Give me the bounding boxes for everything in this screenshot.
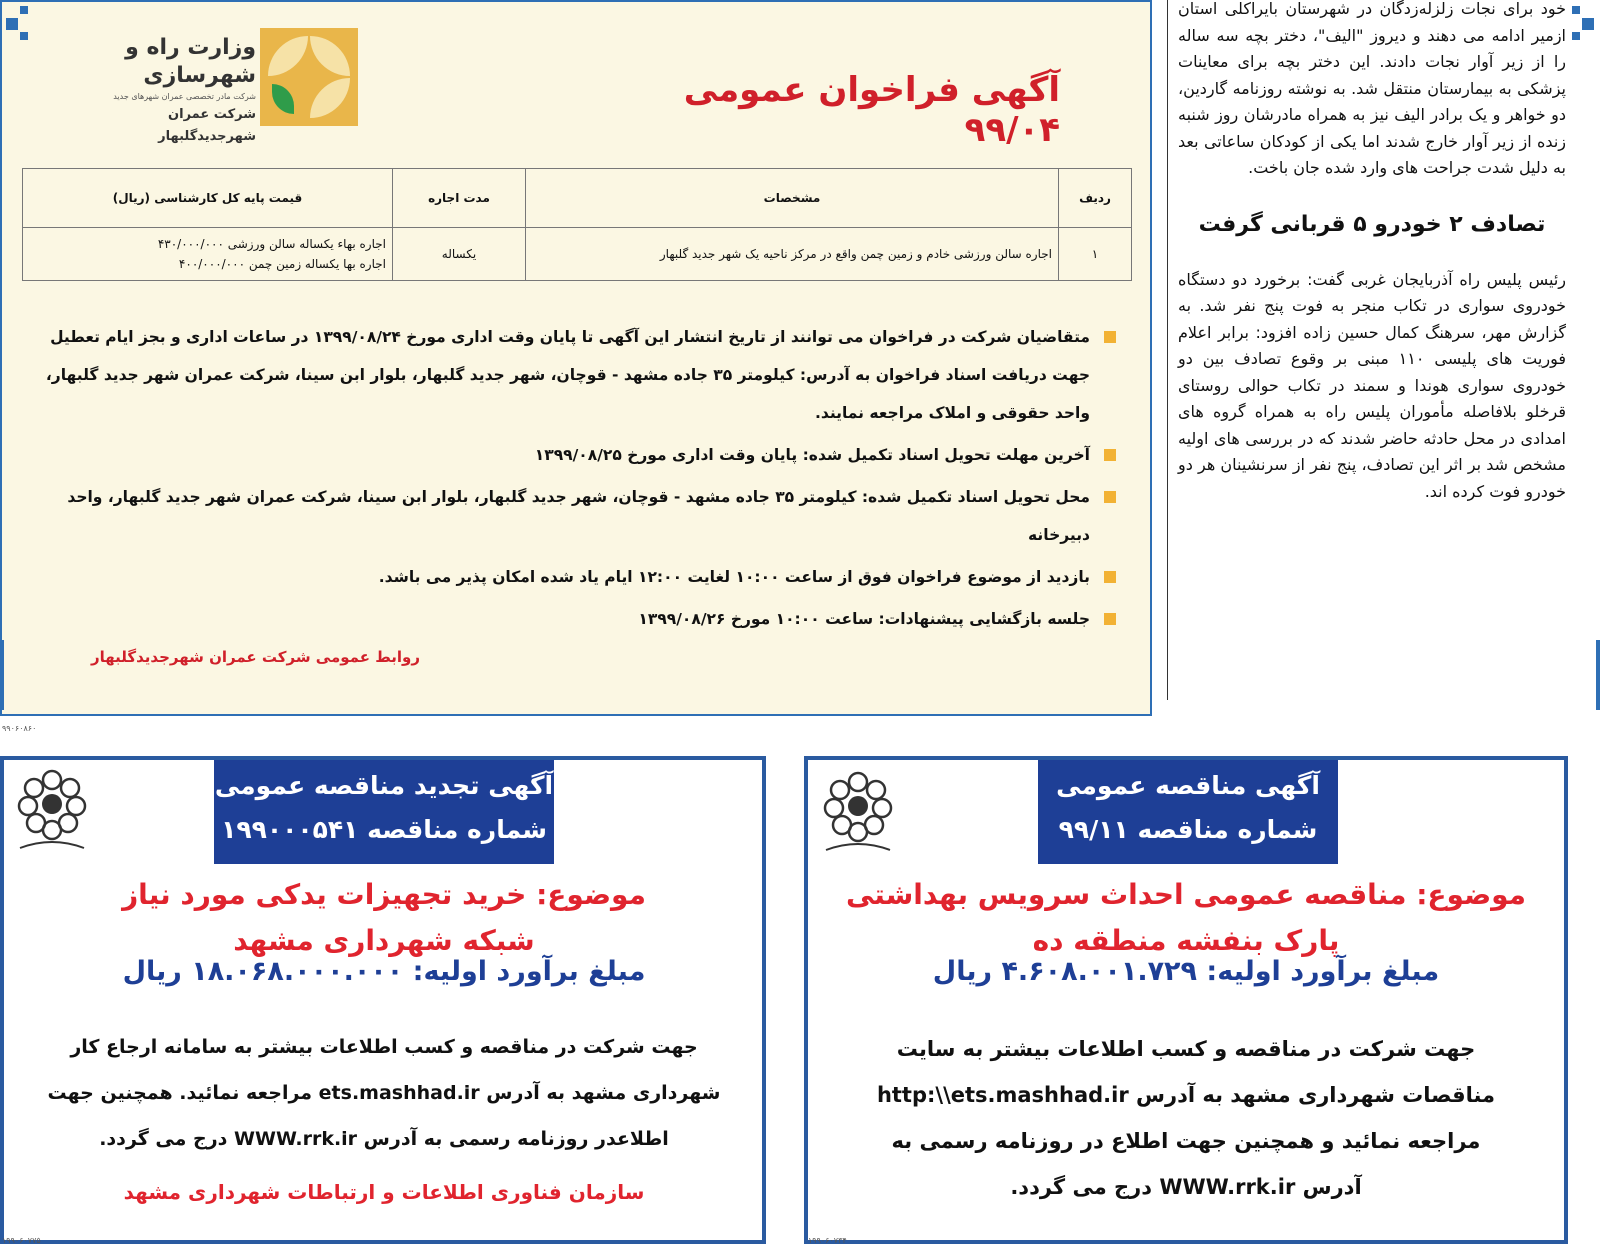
cell-row-no: ۱: [1059, 228, 1132, 281]
tender-number: شماره مناقصه ۱۹۹۰۰۰۵۴۱: [221, 815, 547, 844]
price-line: اجاره بهاء یکساله سالن ورزشی ۴۳۰/۰۰۰/۰۰۰: [157, 237, 386, 251]
mashhad-municipality-logo: [12, 766, 92, 856]
tender-signature: سازمان فناوری اطلاعات و ارتباطات شهرداری مشهد: [123, 1180, 645, 1204]
tender-header: [214, 760, 554, 864]
ministry-logo: [260, 28, 358, 126]
tender-number: شماره مناقصه ۹۹/۱۱: [1058, 815, 1318, 844]
col-header-row: ردیف: [1059, 169, 1132, 228]
company-name: شرکت عمران شهرجدیدگلبهار: [158, 107, 256, 144]
tender-amount: مبلغ برآورد اولیه: ۴.۶۰۸.۰۰۱.۷۲۹ ریال: [932, 956, 1440, 987]
column-divider: [1167, 0, 1168, 700]
ad-code: ۹۹۰۶۰۸۶۰: [2, 724, 37, 733]
col-header-spec: مشخصات: [526, 169, 1059, 228]
list-item: متقاضیان شرکت در فراخوان می توانند از تاریخ انتشار این آگهی تا پایان وقت اداری مورخ ۱۳۹۹/۰۸/۲۴ در ساعات اداری و بجز ایام تعطیل جهت دریافت اسناد فراخوان به آدرس: کیلومتر ۳۵ جاده مشهد - قوچان، شهر جدید گلبهار، بلوار ابن سینا، شرکت عمران شهر جدید گلبهار، واحد حقوقی و املاک مراجعه نمایند.: [30, 318, 1120, 432]
tender-body: جهت شرکت در مناقصه و کسب اطلاعات بیشتر به سایت مناقصات شهرداری مشهد به آدرس http:\\ets.mashhad.ir مراجعه نمائید و همچنین جهت اطلاع در روزنامه رسمی به آدرس WWW.rrk.ir درج می گردد.: [876, 1037, 1496, 1199]
tender-ad-spare-parts: [0, 756, 766, 1244]
org-name: وزارت راه و شهرسازی: [125, 35, 256, 88]
tender-body: جهت شرکت در مناقصه و کسب اطلاعات بیشتر به سامانه ارجاع کار شهرداری مشهد به آدرس ets.mashhad.ir مراجعه نمائید. همچنین جهت اطلاعدر روزنامه رسمی به آدرس WWW.rrk.ir درج می گردد.: [47, 1036, 721, 1150]
bullet-square-icon: [1104, 331, 1116, 343]
table-row: [23, 228, 1132, 281]
price-line: اجاره بها یکساله زمین چمن ۴۰۰/۰۰۰/۰۰۰: [178, 257, 386, 271]
tender-header: [1038, 760, 1338, 864]
cell-spec: اجاره سالن ورزشی خادم و زمین چمن واقع در مرکز ناحیه یک شهر جدید گلبهار: [526, 228, 1059, 281]
ad-code: ۱۹۹۰۶۰۷۳۴: [808, 1236, 847, 1245]
tender-header-title: آگهی مناقصه عمومی: [1056, 771, 1320, 800]
cell-price: [23, 228, 393, 281]
corner-ornament: [6, 6, 42, 42]
list-item: محل تحویل اسناد تکمیل شده: کیلومتر ۳۵ جاده مشهد - قوچان، شهر جدید گلبهار، بلوار ابن سینا، شرکت عمران شهر جدید گلبهار، واحد دبیرخانه: [30, 478, 1120, 554]
tender-header-title: آگهی تجدید مناقصه عمومی: [214, 771, 554, 800]
col-header-price: قیمت پایه کل کارشناسی (ریال): [23, 169, 393, 228]
news-paragraph: خود برای نجات زلزله‌زدگان در شهرستان بایراکلی استان ازمیر ادامه می دهند و دیروز "الیف"، دختر بچه سه ساله را از زیر آوار نجات دادند. این دختر بچه برای معاینات پزشکی به بیمارستان منتقل شد. به نوشته روزنامه گاردین، دو خواهر و یک برادر الیف نیز به همراه مادرشان روز شنبه زنده از زیر آوار خارج شدند اما یکی از کودکان ساعاتی بعد به دلیل شدت جراحت های وارد شده جان باخت.: [1178, 0, 1566, 177]
list-item: بازدید از موضوع فراخوان فوق از ساعت ۱۰:۰۰ لغایت ۱۲:۰۰ ایام یاد شده امکان پذیر می باشد.: [30, 558, 1120, 596]
list-item: جلسه بازگشایی پیشنهادات: ساعت ۱۰:۰۰ مورخ ۱۳۹۹/۰۸/۲۶: [30, 600, 1120, 638]
bullet-square-icon: [1104, 613, 1116, 625]
mashhad-municipality-logo: [818, 768, 898, 858]
tender-subject: موضوع: مناقصه عمومی احداث سرویس بهداشتی پارک بنفشه منطقه ده: [845, 878, 1527, 957]
news-column: [1178, 0, 1566, 700]
bullet-square-icon: [1104, 491, 1116, 503]
tender-ad-restroom: [804, 756, 1568, 1244]
list-item: آخرین مهلت تحویل اسناد تکمیل شده: پایان وقت اداری مورخ ۱۳۹۹/۰۸/۲۵: [30, 436, 1120, 474]
ad-code: ۱۹۹۰۶۰۷۷۵: [2, 1236, 41, 1245]
organization-block: [78, 34, 256, 148]
public-relations-signature: روابط عمومی شرکت عمران شهرجدیدگلبهار: [90, 648, 420, 666]
bullet-square-icon: [1104, 449, 1116, 461]
news-paragraph: رئیس پلیس راه آذربایجان غربی گفت: برخورد دو دستگاه خودروی سواری در تکاب منجر به فوت پنج نفر شد. به گزارش مهر، سرهنگ کمال حسین زاده افزود: برابر اعلام فوریت های پلیسی ۱۱۰ مبنی بر وقوع تصادف بین دو خودروی سواری هوندا و سمند در تکاب حوالی روستای قرخلو بلافاصله مأموران پلیس راه به همراه گروه های امدادی در محل حادثه حاضر شدند که در بررسی های اولیه مشخص شد بر اثر این تصادف، پنج نفر از سرنشینان هر دو خودرو فوت کرده اند.: [1178, 269, 1566, 501]
bullet-square-icon: [1104, 571, 1116, 583]
tender-table: [22, 168, 1132, 281]
bullet-list: [30, 318, 1120, 642]
golbahar-call-ad: [0, 0, 1152, 716]
tender-subject: موضوع: خرید تجهیزات یدکی مورد نیاز شبکه شهرداری مشهد: [122, 878, 646, 957]
org-sub: شرکت مادر تخصصی عمران شهرهای جدید: [113, 92, 256, 101]
news-headline: تصادف ۲ خودرو ۵ قربانی گرفت: [1198, 211, 1546, 237]
ad-title: آگهی فراخوان عمومی ۹۹/۰۴: [683, 70, 1060, 150]
tender-amount: مبلغ برآورد اولیه: ۱۸.۰۶۸.۰۰۰.۰۰۰ ریال: [122, 956, 646, 987]
cell-duration: یکساله: [393, 228, 526, 281]
col-header-duration: مدت اجاره: [393, 169, 526, 228]
